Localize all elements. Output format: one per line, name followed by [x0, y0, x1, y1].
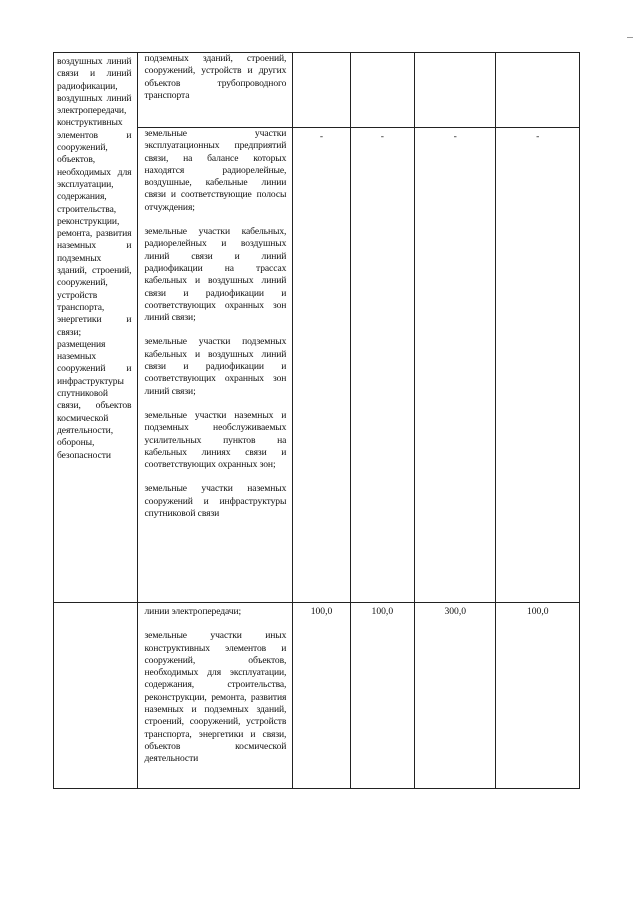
value-cell [293, 603, 350, 789]
value-cell [415, 53, 496, 128]
purpose-cell-empty [54, 603, 138, 789]
table-row [54, 53, 580, 128]
value-cell [415, 603, 496, 789]
value-cell [496, 53, 580, 128]
page-edge-mark [627, 37, 633, 38]
category-text: земельные участки наземных сооружений и инфраструктуры спутниковой связи [144, 483, 287, 520]
category-text: земельные участки кабельных, радиорелейных и воздушных линий связи и линий радиофикации на трассах кабельных и воздушных линий связи и радиофикации и соответствующих охранных зон линий связи; [144, 226, 287, 324]
value-text [415, 53, 495, 56]
value-cell [496, 128, 580, 603]
value-text: - [380, 131, 384, 142]
value-cell [350, 603, 414, 789]
value-cell [415, 128, 496, 603]
category-text: подземных зданий, строений, сооружений, устройств и других объектов трубопроводного транспорта [144, 53, 287, 101]
value-cell [350, 53, 414, 128]
category-text: земельные участки наземных и подземных необслуживаемых усилительных пунктов на кабельных линиях связи и соответствующих охранных зон; [144, 409, 287, 471]
value-text: - [453, 131, 457, 142]
table-row [54, 603, 580, 789]
value-text: - [319, 131, 324, 142]
purpose-text: воздушных линий связи и линий радиофикации, воздушных линий электропередачи, конструктивных элементов и сооружений, объектов, необходимых для эксплуатации, содержания, строительства, реконструкции, ремонта, развития наземных и подземных зданий, строений, сооружений, устройств транспорта, энергетики и связи; размещения наземных сооружений и инфраструктуры спутниковой связи, объектов космической деятельности, обороны, безопасности [57, 56, 132, 461]
value-cell [293, 53, 350, 128]
value-cell [496, 603, 580, 789]
value-text: 100,0 [526, 606, 549, 617]
purpose-cell [54, 53, 138, 603]
category-text: земельные участки подземных кабельных и воздушных линий связи и радиофикации и соответствующих охранных зон линий связи; [144, 336, 287, 397]
value-text: - [536, 131, 540, 142]
category-text: земельные участки эксплуатационных предприятий связи, на балансе которых находятся радиорелейные, воздушные, кабельные линии связи и соответствующие полосы отчуждения; [144, 128, 287, 213]
value-text: 100,0 [371, 606, 394, 617]
land-use-table [53, 52, 580, 789]
category-cell [138, 603, 293, 789]
category-text: линии электропередачи; [144, 606, 242, 617]
value-cell [293, 128, 350, 603]
value-text [293, 53, 349, 56]
category-text: земельные участки иных конструктивных элементов и сооружений, объектов, необходимых для эксплуатации, содержания, строительства, реконструкции, ремонта, развития наземных и подземных зданий, строений, сооружений, устройств транспорта, энергетики и связи, объектов космической деятельности [144, 630, 287, 765]
value-text: 100,0 [310, 606, 333, 617]
category-cell [138, 53, 293, 128]
value-cell [350, 128, 414, 603]
value-text: 300,0 [444, 606, 467, 617]
value-text [496, 53, 579, 56]
value-text [351, 53, 414, 56]
category-cell [138, 128, 293, 603]
